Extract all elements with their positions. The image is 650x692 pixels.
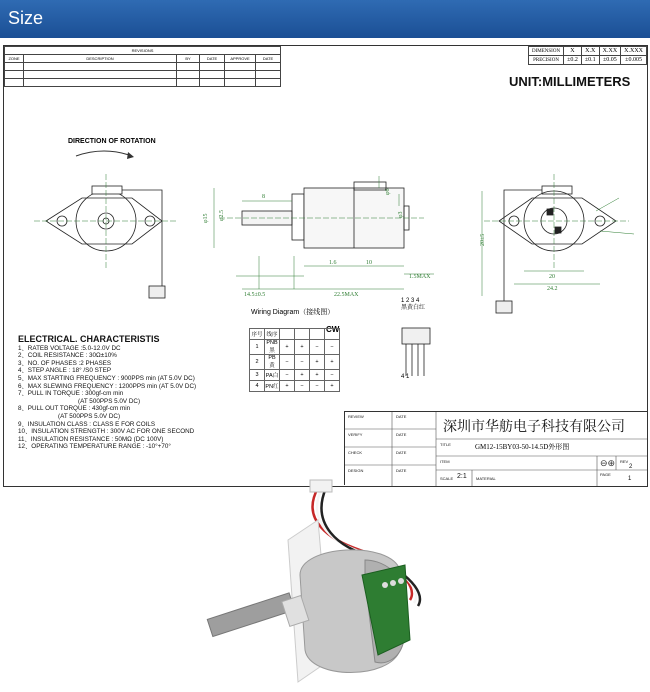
tb-scale: SCALE bbox=[440, 476, 454, 481]
wiring-cell: − bbox=[295, 381, 310, 392]
wiring-cell: + bbox=[310, 355, 325, 370]
wiring-cell: + bbox=[325, 381, 340, 392]
prec-xx: X.X bbox=[581, 47, 599, 56]
dim-20: 20 bbox=[549, 274, 555, 280]
wiring-header-wire: 线序 bbox=[265, 329, 280, 340]
wiring-cell: 3 bbox=[250, 370, 265, 381]
dim-1-5max: 1.5MAX bbox=[409, 274, 431, 280]
wiring-header-no: 序号 bbox=[250, 329, 265, 340]
wiring-cell: − bbox=[280, 370, 295, 381]
spec-line: 1、RATEB VOLTAGE :5.0-12.0V DC bbox=[18, 344, 121, 352]
prec-val-3: ±0.05 bbox=[599, 56, 621, 65]
spec-line: 5、MAX STARTING FREQUENCY : 900PPS min (AT 5.0V DC) bbox=[18, 374, 195, 382]
rev-col-description: DESCRIPTION bbox=[24, 55, 177, 63]
wiring-cell: + bbox=[280, 340, 295, 355]
dim-phi15: φ15 bbox=[203, 213, 209, 223]
rotation-label: DIRECTION OF ROTATION bbox=[68, 138, 156, 145]
connector-pin-ends: 4 1 bbox=[401, 374, 410, 380]
tb-title: TITLE bbox=[440, 442, 451, 447]
wiring-cell: + bbox=[325, 355, 340, 370]
spec-line: 2、COIL RESISTANCE : 30Ω±10% bbox=[18, 352, 117, 360]
spec-line: (AT 500PPS 5.0V DC) bbox=[58, 412, 121, 420]
tb-date-3: DATE bbox=[396, 450, 407, 455]
dim-24-2: 24.2 bbox=[547, 286, 558, 292]
prec-xxxx: X.XXX bbox=[621, 47, 647, 56]
wiring-cell: + bbox=[310, 370, 325, 381]
tb-item: ITEM bbox=[440, 459, 450, 464]
tb-date-1: DATE bbox=[396, 414, 407, 419]
tb-design: DESIGN bbox=[348, 468, 364, 473]
spec-line: 7、PULL IN TORQUE : 300gf-cm min bbox=[18, 390, 124, 398]
spec-line: 6、MAX SLEWING FREQUENCY : 1200PPS min (AT 5.0V DC) bbox=[18, 382, 197, 390]
rev-col-zone: ZONE bbox=[5, 55, 24, 63]
rev-col-date-2: DATE bbox=[256, 55, 281, 63]
wiring-cell: − bbox=[310, 381, 325, 392]
wiring-cell: 2 bbox=[250, 355, 265, 370]
rev-col-by: BY bbox=[177, 55, 200, 63]
electrical-title: ELECTRICAL. CHARACTERISTIS bbox=[18, 334, 160, 344]
dim-phi2-5: φ2.5 bbox=[219, 210, 225, 221]
tb-material: MATERIAL bbox=[476, 476, 496, 481]
tb-review: REVIEW bbox=[348, 414, 364, 419]
prec-val-2: ±0.1 bbox=[581, 56, 599, 65]
dim-phi6: φ6 bbox=[385, 188, 391, 195]
wiring-cell: 1 bbox=[250, 340, 265, 355]
rev-col-approve: APPROVE bbox=[225, 55, 256, 63]
tb-check: CHECK bbox=[348, 450, 363, 455]
prec-x: X bbox=[564, 47, 582, 56]
tb-rev-value: 2 bbox=[629, 464, 633, 470]
wiring-cell: PB 黄 bbox=[265, 355, 280, 370]
dim-20pm5: 20±5 bbox=[480, 233, 486, 246]
tb-date-4: DATE bbox=[396, 468, 407, 473]
part-name: GM12-15BY03-50-14.5D外形图 bbox=[475, 443, 570, 451]
wiring-cell: − bbox=[280, 355, 295, 370]
projection-icon: ⊖⊕ bbox=[600, 458, 616, 468]
wiring-direction-cw: CW bbox=[326, 325, 340, 334]
dim-22-5max: 22.5MAX bbox=[334, 292, 359, 298]
tb-page-value: 1 bbox=[628, 476, 632, 482]
spec-line: 9、INSULATION CLASS : CLASS E FOR COILS bbox=[18, 420, 156, 428]
rev-col-date: DATE bbox=[200, 55, 225, 63]
spec-line: 11、INSULATION RESISTANCE : 50MΩ (DC 100V) bbox=[18, 435, 164, 443]
spec-line: 4、STEP ANGLE : 18° /S0 STEP bbox=[18, 367, 112, 375]
prec-val-4: ±0.005 bbox=[621, 56, 647, 65]
wiring-cell: + bbox=[295, 340, 310, 355]
wiring-cell: − bbox=[310, 340, 325, 355]
wiring-cell: 4 bbox=[250, 381, 265, 392]
revisions-title: REVISIONS bbox=[5, 47, 281, 55]
wiring-cell: − bbox=[325, 340, 340, 355]
prec-val-1: ±0.2 bbox=[564, 56, 582, 65]
spec-line: 12、OPERATING TEMPERATURE RANGE : -10°+70° bbox=[18, 443, 171, 451]
dim-phi3: φ3 bbox=[398, 211, 404, 218]
unit-label: UNIT:MILLIMETERS bbox=[509, 74, 631, 89]
tb-page: PAGE bbox=[600, 472, 611, 477]
section-title: Size bbox=[8, 8, 44, 28]
tb-rev: REV bbox=[620, 459, 629, 464]
spec-line: (AT 500PPS 5.0V DC) bbox=[78, 397, 141, 405]
company-name: 深圳市华舫电子科技有限公司 bbox=[443, 419, 625, 435]
tb-scale-value: 2:1 bbox=[457, 473, 467, 480]
prec-precision-label: PRECISION bbox=[529, 56, 564, 65]
wiring-cell: PA白 bbox=[265, 370, 280, 381]
wiring-cell: − bbox=[325, 370, 340, 381]
wiring-diagram-title: Wiring Diagram（接线图） bbox=[251, 309, 335, 316]
spec-line: 8、PULL OUT TORQUE : 430gf-cm min bbox=[18, 405, 131, 413]
dim-1-6: 1.6 bbox=[329, 260, 337, 266]
tb-date-2: DATE bbox=[396, 432, 407, 437]
wiring-cell: + bbox=[280, 381, 295, 392]
dim-14-5: 14.5±0.5 bbox=[244, 292, 266, 298]
prec-xxx: X.XX bbox=[599, 47, 621, 56]
wiring-cell: PNB黑 bbox=[266, 340, 278, 354]
wiring-cell: + bbox=[295, 370, 310, 381]
dim-8: 8 bbox=[262, 194, 265, 200]
tb-verify: VERIFY bbox=[348, 432, 363, 437]
spec-line: 3、NO. OF PHASES :2 PHASES bbox=[18, 359, 112, 367]
connector-plug bbox=[310, 480, 332, 492]
prec-dimension-label: DIMENSION bbox=[529, 47, 564, 56]
motor-shaft bbox=[207, 593, 294, 637]
connector-pin-numbers: 1 2 3 4 bbox=[401, 298, 420, 304]
connector-wire-colors: 黑黄白红 bbox=[401, 305, 426, 311]
wiring-cell: PN红 bbox=[265, 381, 280, 392]
wiring-cell: − bbox=[295, 355, 310, 370]
dim-10: 10 bbox=[366, 260, 372, 266]
spec-line: 10、INSULATION STRENGTH : 300V AC FOR ONE SECOND bbox=[18, 428, 195, 436]
